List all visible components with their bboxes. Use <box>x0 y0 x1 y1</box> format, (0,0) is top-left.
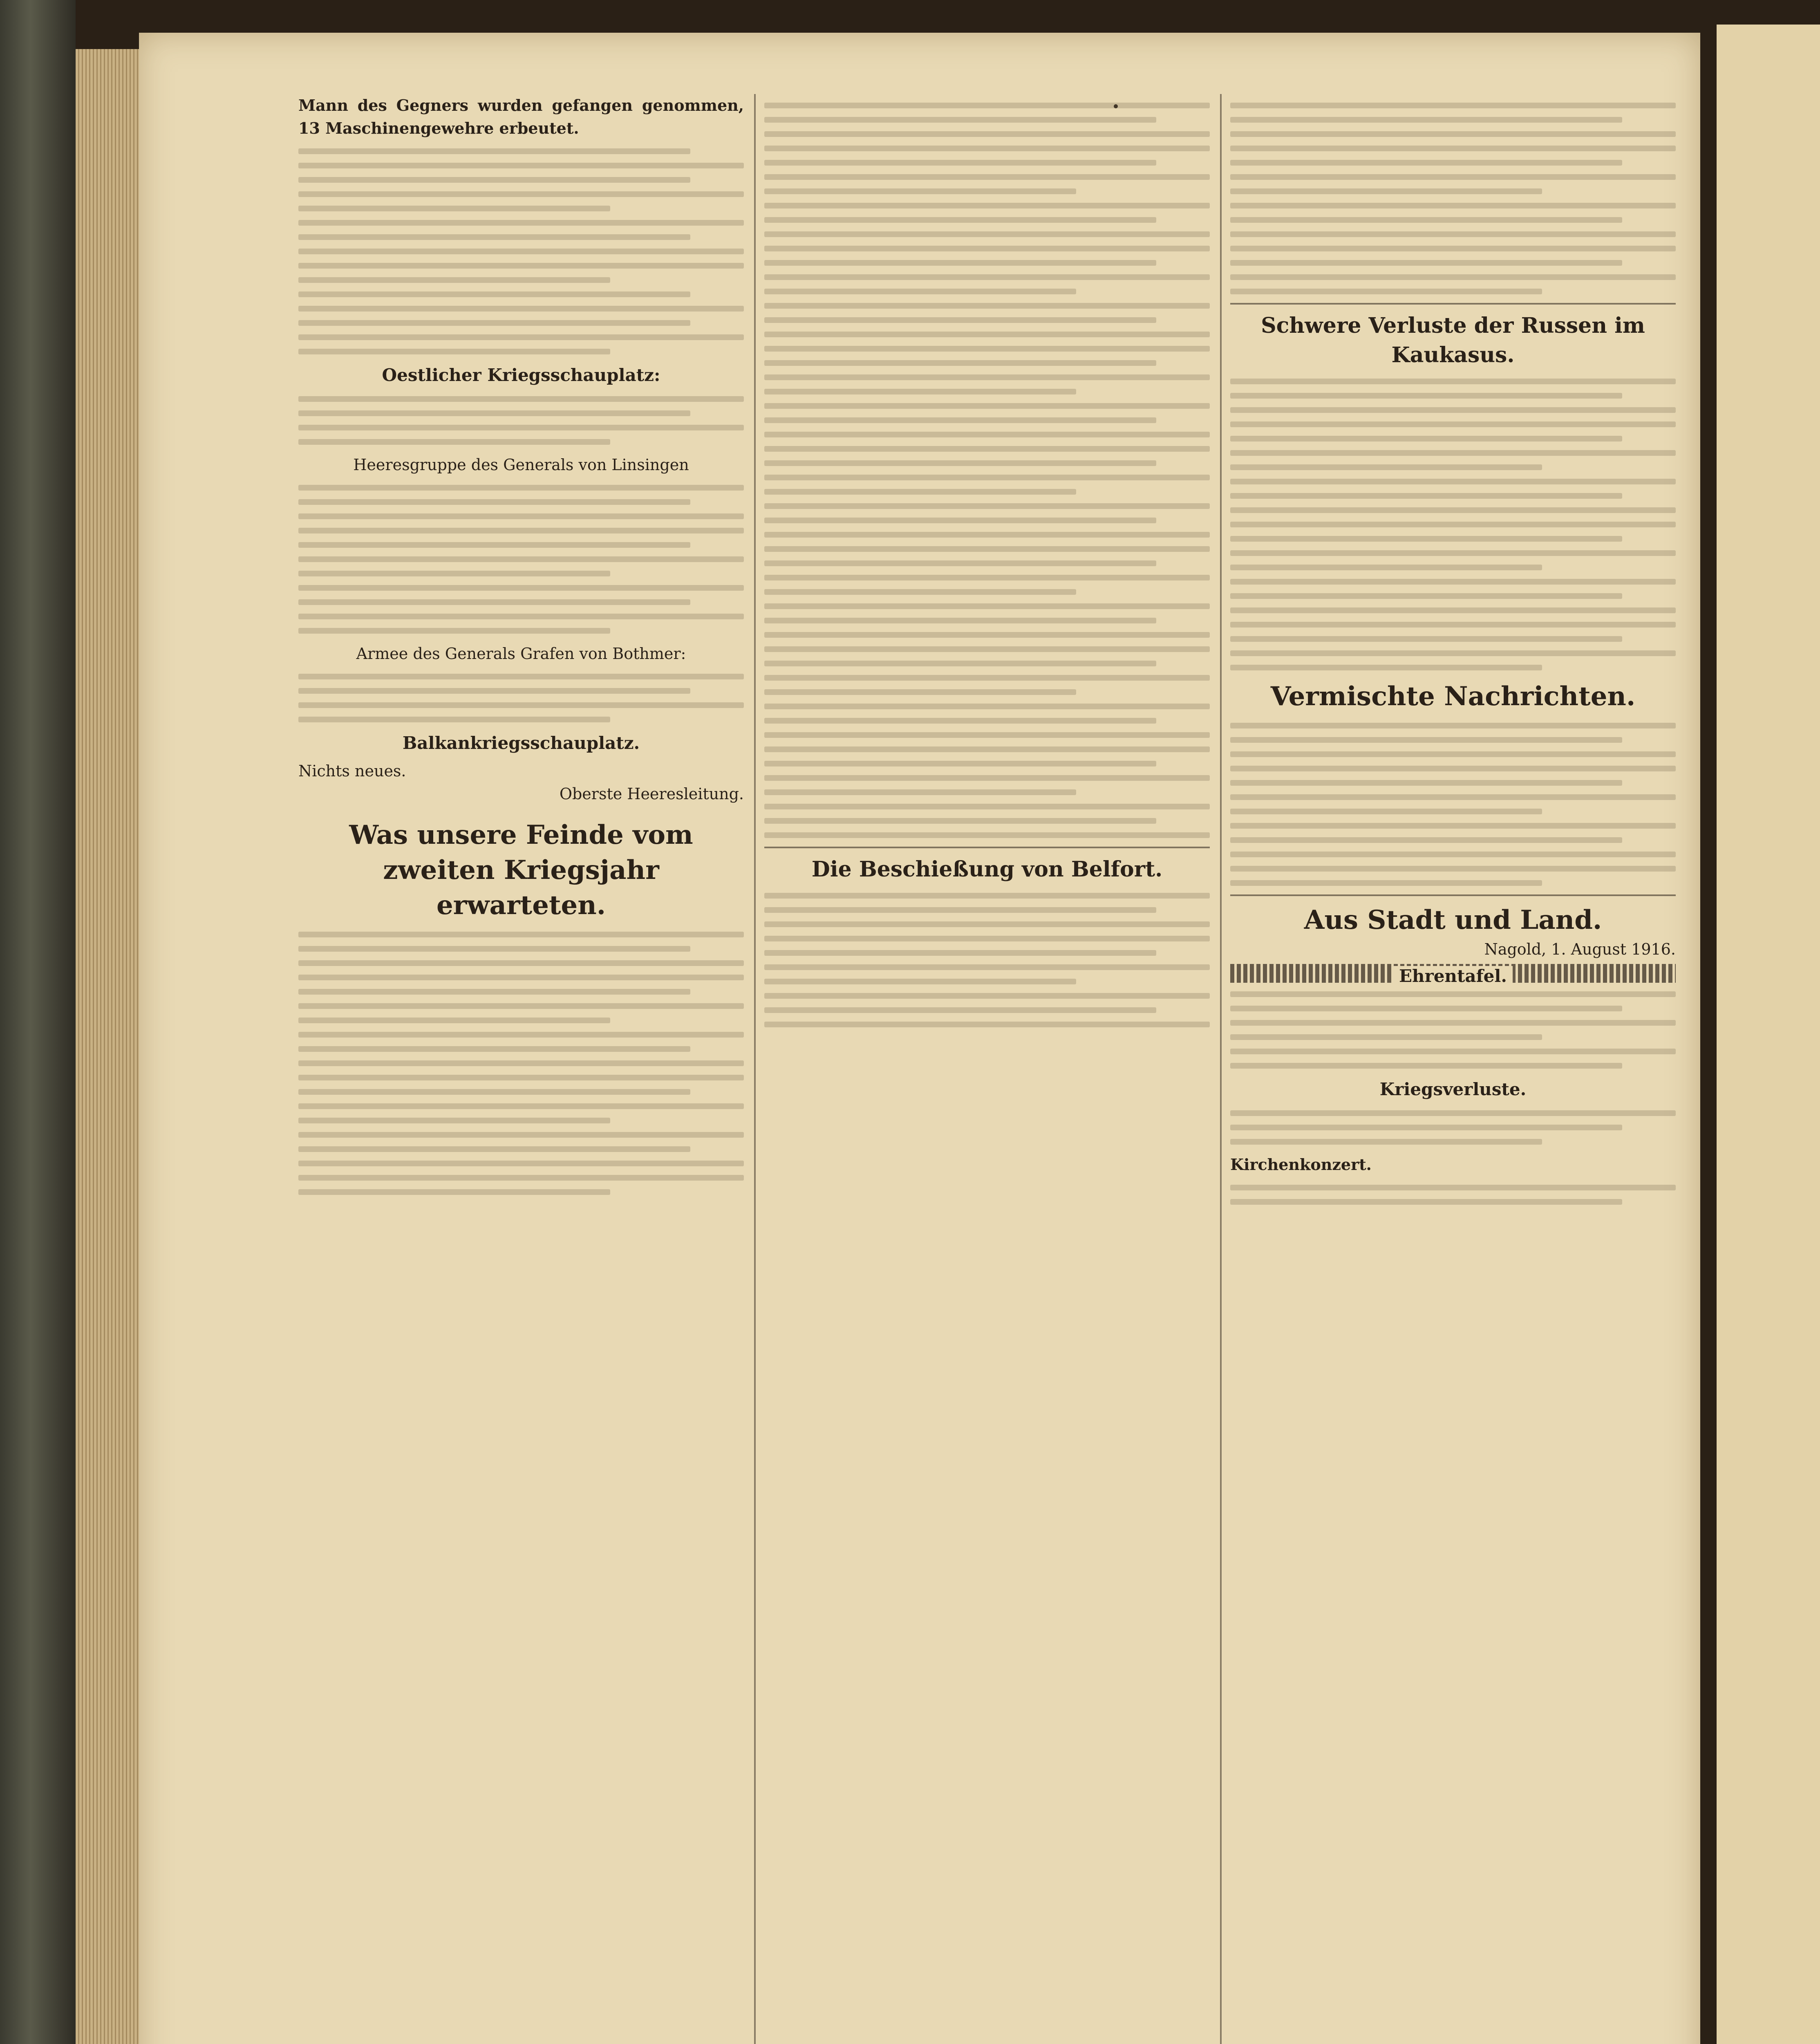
column-3 <box>1230 94 1676 1213</box>
army-linsingen: Heeresgruppe des Generals von Linsingen <box>353 456 689 474</box>
heading-east: Oestlicher Kriegsschauplatz: <box>382 365 660 385</box>
heading-balkan: Balkankriegsschauplatz. <box>402 733 640 753</box>
column-rule <box>754 94 756 2044</box>
newspaper-page <box>139 33 1700 2044</box>
heading-belfort: Die Beschießung von Belfort. <box>811 857 1163 882</box>
heading-feature: Was unsere Feinde vom zweiten Kriegsjahr erwarteten. <box>349 820 693 921</box>
army-bothmer: Armee des Generals Grafen von Bothmer: <box>356 645 686 663</box>
facing-page <box>1717 25 1820 2044</box>
signature: Oberste Heeresleitung. <box>559 785 744 803</box>
heading-russians: Schwere Verluste der Russen im Kaukasus. <box>1261 313 1645 368</box>
column-2 <box>764 94 1210 1036</box>
dateline: Nagold, 1. August 1916. <box>1484 940 1676 958</box>
honor-banner <box>1230 964 1676 986</box>
column-rule <box>1220 94 1222 2044</box>
page-edges <box>76 49 145 2044</box>
heading-honor: Ehrentafel. <box>1393 966 1513 986</box>
col1-lead: Mann des Gegners wurden gefangen genommen, 13 Maschinengewehre erbeutet. <box>298 96 744 137</box>
heading-misc: Vermischte Nachrichten. <box>1270 681 1636 712</box>
heading-local: Aus Stadt und Land. <box>1304 905 1602 935</box>
heading-losses: Kriegsverluste. <box>1379 1079 1527 1099</box>
concert-lead: Kirchenkonzert. <box>1230 1155 1372 1174</box>
column-1 <box>298 94 744 1204</box>
balkan-text: Nichts neues. <box>298 762 406 780</box>
book-binding <box>0 0 76 2044</box>
